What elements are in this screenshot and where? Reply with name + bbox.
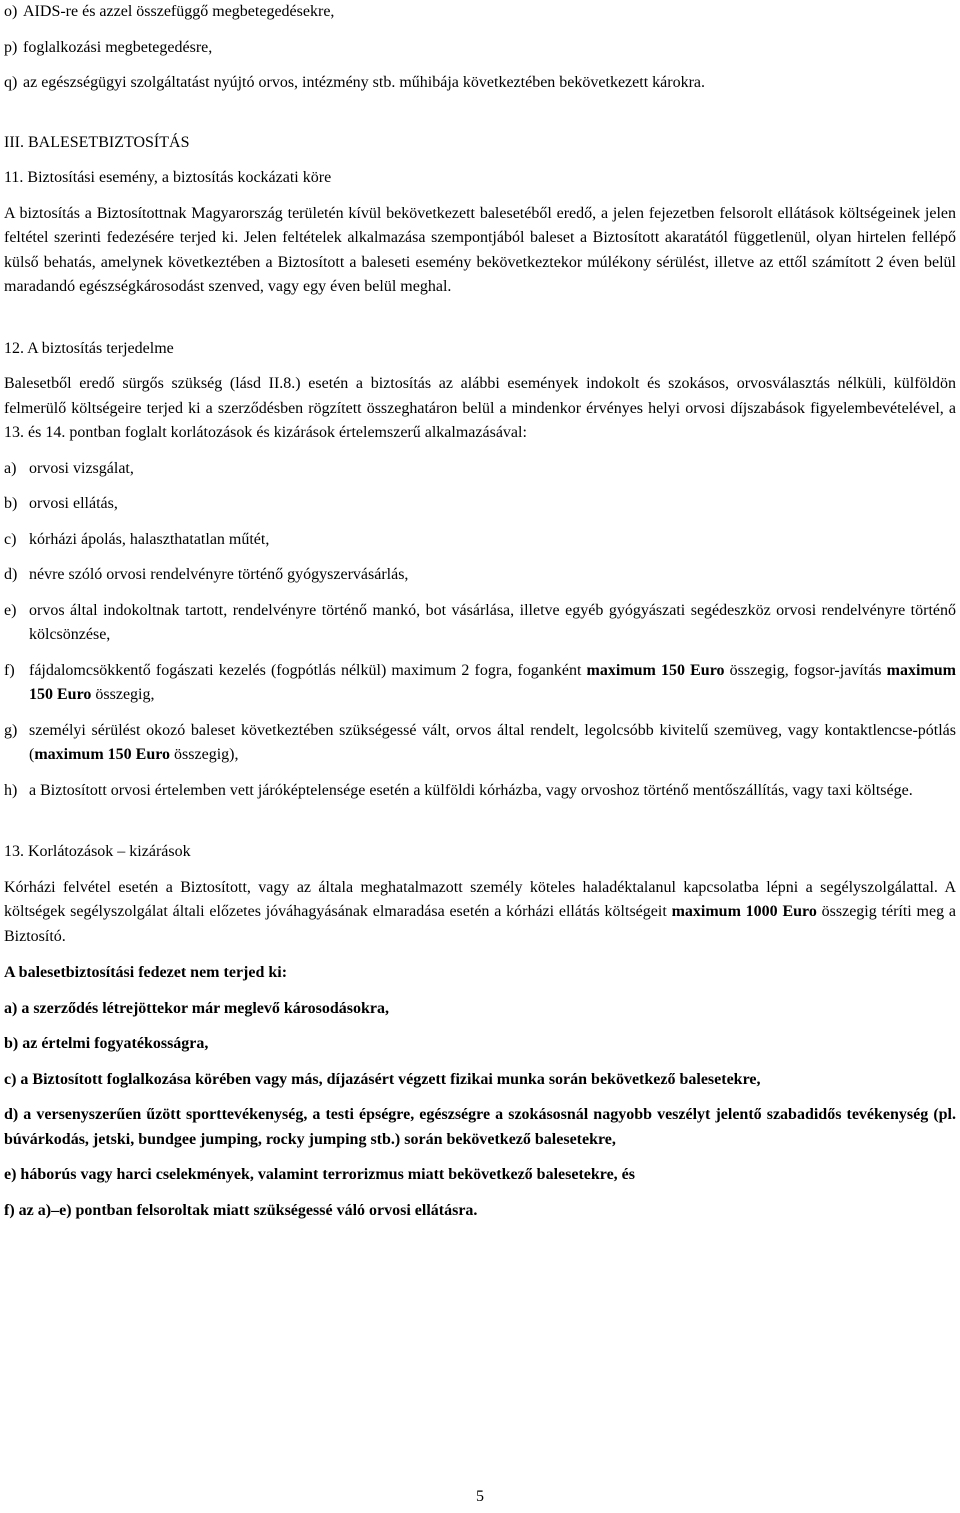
- list-item-a: [4, 457, 956, 482]
- section-13-body: Kórházi felvétel esetén a Biztosított, vagy az általa meghatalmazott személy köteles haladéktalanul kapcsolatba lépni a segélyszolgálattal. A költségek segélyszolgálat általi előzetes jóváhagyásának elmaradása esetén a kórházi ellátás költségeit maximum 1000 Euro összegig téríti meg a Biztosító.: [4, 878, 956, 945]
- exclusion-e: e) háborús vagy harci cselekmények, valamint terrorizmus miatt bekövetkező balesetekre, és: [4, 1166, 636, 1183]
- list-item-h: [4, 779, 956, 804]
- list-item-q: [4, 71, 956, 96]
- list-item-b: [4, 492, 956, 517]
- document-page: [4, 0, 956, 1223]
- item-label: q): [4, 74, 18, 91]
- exclusion-d: d) a versenyszerűen űzött sporttevékenység, a testi épségre, egészségre a szokásosnál nagyobb veszélyt jelentő szabadidős tevékenység (pl. búvárkodás, jetski, bundgee jumping, rocky jumping stb.) során bekövetkező balesetekre,: [4, 1106, 956, 1148]
- item-label: h): [4, 781, 18, 799]
- item-label: b): [4, 495, 18, 512]
- list-item-f: [4, 659, 956, 708]
- section-12-intro: Balesetből eredő sürgős szükség (lásd II.8.) esetén a biztosítás az alábbi események indokolt és szokásos, orvosválasztás nélküli, külföldön felmerülő költségeire terjed ki a szerződésben rögzített összeghatáron belül a mindenkor érvényes helyi orvosi díjszabások figyelembevételével, a 13. és 14. pontban foglalt korlátozások és kizárások értelemszerű alkalmazásával:: [4, 375, 956, 441]
- exclusion-c: c) a Biztosított foglalkozása körében vagy más, díjazásért végzett fizikai munka során bekövetkező balesetekre,: [4, 1070, 761, 1088]
- item-text: orvosi vizsgálat,: [29, 459, 134, 477]
- item-text: kórházi ápolás, halaszthatatlan műtét,: [29, 530, 270, 548]
- section-13-heading: 13. Korlátozások – kizárások: [4, 843, 191, 860]
- exclusion-a: a) a szerződés létrejöttekor már meglevő károsodásokra,: [4, 999, 389, 1017]
- item-label: e): [4, 601, 17, 619]
- list-item-c: [4, 528, 956, 553]
- item-text: az egészségügyi szolgáltatást nyújtó orvos, intézmény stb. műhibája következtében bekövetkezett károkra.: [23, 74, 705, 91]
- exclusions-title: A balesetbiztosítási fedezet nem terjed ki:: [4, 964, 288, 981]
- section-12-heading: 12. A biztosítás terjedelme: [4, 339, 174, 357]
- item-label: o): [4, 3, 18, 20]
- item-text: a Biztosított orvosi értelemben vett járóképtelensége esetén a külföldi kórházba, vagy orvoshoz történő mentőszállítás, vagy taxi költsége.: [29, 781, 913, 799]
- item-label: a): [4, 459, 17, 477]
- item-text: fájdalomcsökkentő fogászati kezelés (fogpótlás nélkül) maximum 2 fogra, foganként maximum 150 Euro összegig, fogsor-javítás maximum 150 Euro összegig,: [29, 661, 956, 703]
- item-label: d): [4, 566, 18, 583]
- item-text: foglalkozási megbetegedésre,: [23, 38, 213, 56]
- item-label: g): [4, 721, 18, 739]
- section-11-body: A biztosítás a Biztosítottnak Magyarország területén kívül bekövetkezett balesetéből eredő, a jelen fejezetben felsorolt ellátások költségeinek jelen feltétel szerinti fedezésére terjed ki. Jelen feltételek alkalmazása szempontjából baleset a Biztosított akaratától függetlenül, olyan hirtelen fellépő külső behatás, amelynek következtében a Biztosított a baleseti esemény bekövetkeztekor múlékony sérülést, illetve az ettől számított 2 éven belül maradandó egészségkárosodást szenved, vagy egy éven belül meghal.: [4, 204, 956, 295]
- item-text: személyi sérülést okozó baleset következtében szükségessé vált, orvos által rendelt, legolcsóbb kivitelű szemüveg, vagy kontaktlencse-pótlás (maximum 150 Euro összegig),: [29, 721, 956, 763]
- section-11-heading: 11. Biztosítási esemény, a biztosítás kockázati köre: [4, 169, 332, 186]
- list-item-d: [4, 563, 956, 588]
- list-item-e: [4, 599, 956, 648]
- item-text: AIDS-re és azzel összefüggő megbetegedésekre,: [23, 3, 335, 20]
- page-number: 5: [476, 1488, 484, 1505]
- exclusion-b: b) az értelmi fogyatékosságra,: [4, 1035, 209, 1052]
- item-label: f): [4, 661, 15, 679]
- list-item-o: [4, 0, 956, 25]
- item-text: orvosi ellátás,: [29, 495, 118, 512]
- chapter-title: III. BALESETBIZTOSÍTÁS: [4, 133, 190, 151]
- list-item-p: [4, 36, 956, 61]
- item-label: c): [4, 530, 17, 548]
- exclusion-f: f) az a)–e) pontban felsoroltak miatt szükségessé váló orvosi ellátásra.: [4, 1201, 478, 1219]
- list-item-g: [4, 719, 956, 768]
- item-label: p): [4, 38, 18, 56]
- item-text: névre szóló orvosi rendelvényre történő gyógyszervásárlás,: [29, 566, 409, 583]
- item-text: orvos által indokoltnak tartott, rendelvényre történő mankó, bot vásárlása, illetve egyéb gyógyászati segédeszköz orvosi rendelvényre történő kölcsönzése,: [29, 601, 956, 643]
